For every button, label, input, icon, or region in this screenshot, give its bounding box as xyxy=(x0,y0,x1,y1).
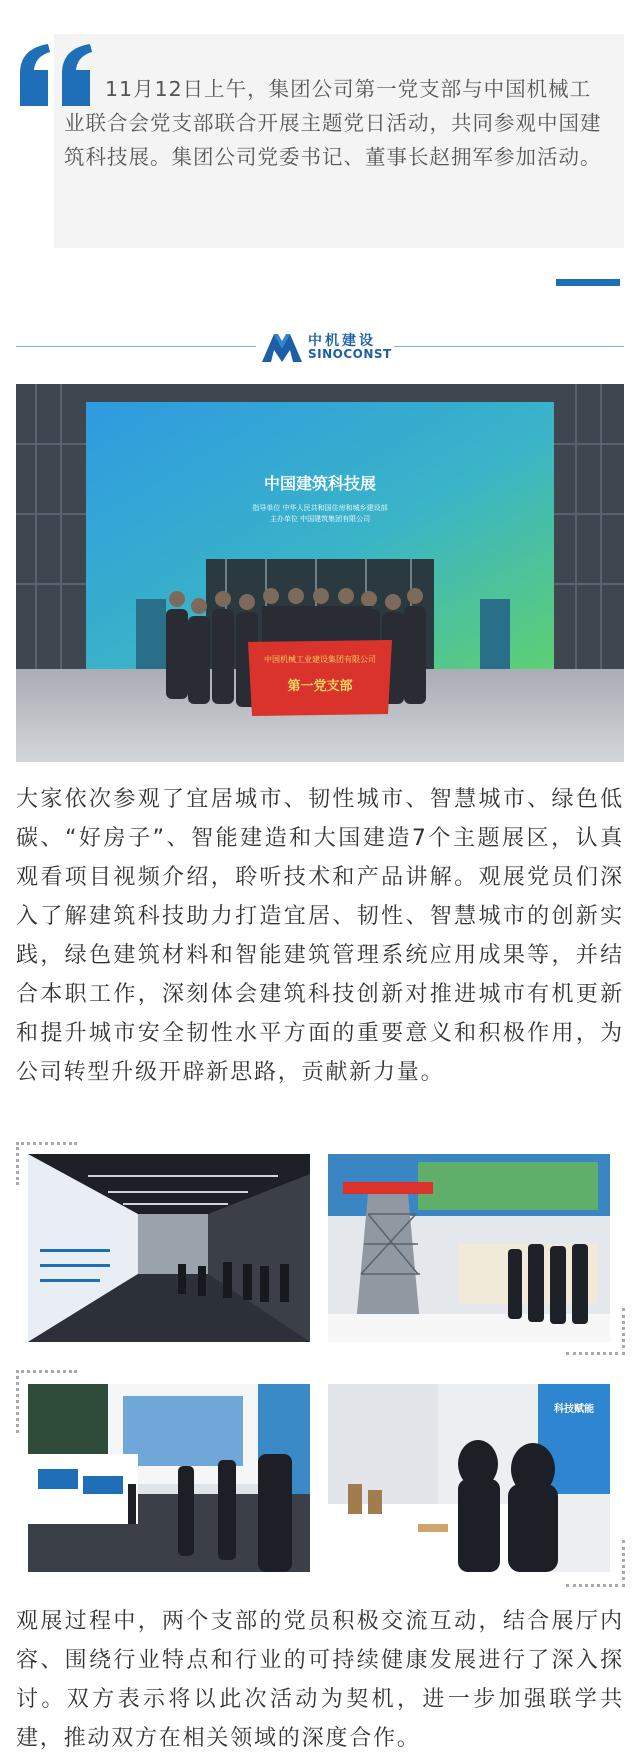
quote-text: 11月12日上午，集团公司第一党支部与中国机械工业联合会党支部联合开展主题党日活动，共同参观中国建筑科技展。集团公司党委书记、董事长赵拥军参加活动。 xyxy=(64,77,602,169)
brand-divider xyxy=(16,328,624,364)
divider-line-right xyxy=(394,346,624,347)
banner-title: 中国建筑科技展 xyxy=(263,474,377,493)
group-photo xyxy=(16,384,624,762)
red-flag xyxy=(248,640,392,716)
photo-frame-corner xyxy=(566,1540,625,1587)
divider-line-left xyxy=(16,346,256,347)
photo-frame-corner xyxy=(566,1308,625,1355)
flag-line-2: 第一党支部 xyxy=(287,679,353,694)
gallery-photo-corridor xyxy=(28,1154,310,1342)
sinoconst-logo-icon xyxy=(262,328,302,364)
banner-line-1: 指导单位 中华人民共和国住房和城乡建设部 xyxy=(252,504,388,512)
brand-name-en: SINOCONST xyxy=(308,347,392,361)
gallery-photo-showroom xyxy=(28,1384,310,1572)
body-paragraph-2: 观展过程中，两个支部的党员积极交流互动，结合展厅内容、围绕行业特点和行业的可持续健康发展进行了深入探讨。双方表示将以此次活动为契机，进一步加强联学共建，推动双方在相关领域的深度合作。 xyxy=(16,1609,624,1751)
brand-name-cn: 中机建设 xyxy=(308,333,376,349)
exhibit-sign-text: 科技赋能 xyxy=(554,1404,594,1415)
accent-bar xyxy=(556,279,620,286)
banner-line-2: 主办单位 中国建筑集团有限公司 xyxy=(269,515,371,523)
flag-line-1: 中国机械工业建设集团有限公司 xyxy=(264,655,376,664)
body-paragraph-1: 大家依次参观了宜居城市、韧性城市、智慧城市、绿色低碳、“好房子”、智能建造和大国建造7个主题展区，认真观看项目视频介绍，聆听技术和产品讲解。观展党员们深入了解建筑科技助力打造宜居、韧性、智慧城市的创新实践，绿色建筑材料和智能建筑管理系统应用成果等，并结合本职工作，深刻体会建筑科技创新对推进城市有机更新和提升城市安全韧性水平方面的重要意义和积极作用，为公司转型升级开辟新思路，贡献新力量。 xyxy=(16,787,624,1085)
